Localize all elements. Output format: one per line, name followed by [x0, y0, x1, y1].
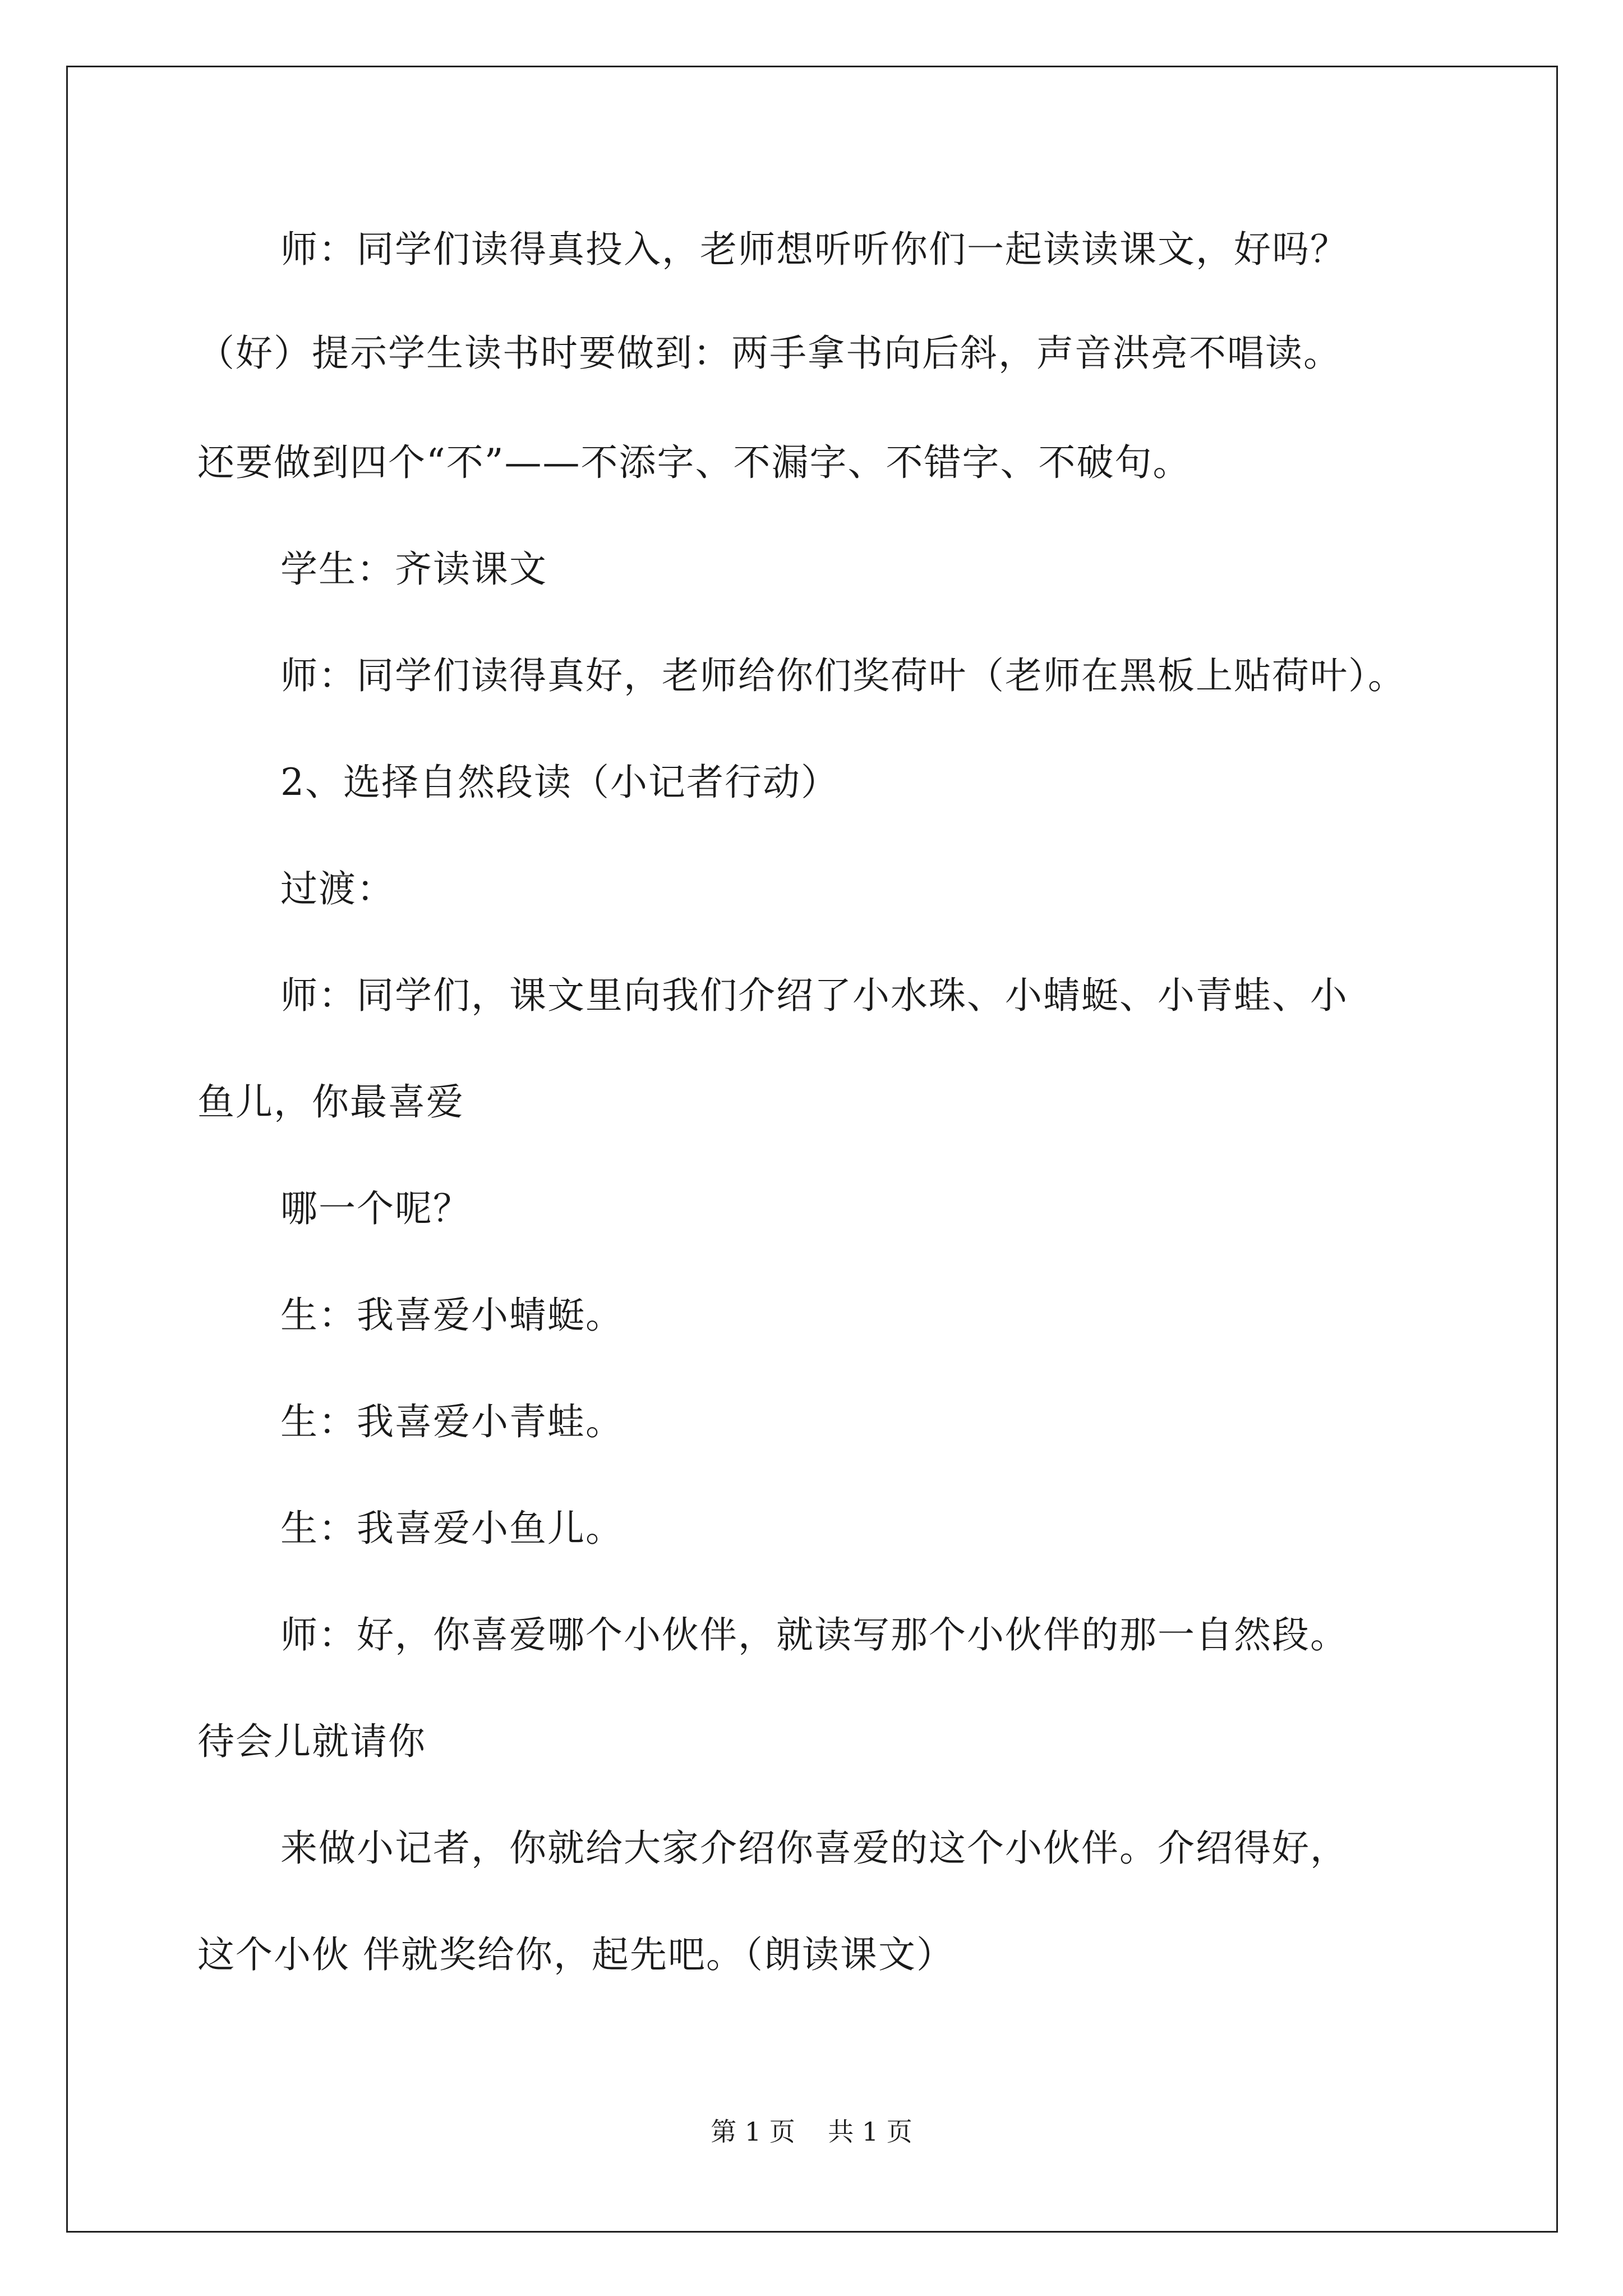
- page-border: [66, 66, 1558, 2233]
- paragraph-line: 师：同学们读得真投入，老师想听听你们一起读读课文，好吗？: [280, 228, 1348, 271]
- paragraph-line: 师：同学们读得真好，老师给你们奖荷叶（老师在黑板上贴荷叶）。: [280, 654, 1406, 697]
- paragraph-line: 生：我喜爱小蜻蜓。: [280, 1294, 624, 1337]
- paragraph-line: 师：好，你喜爱哪个小伙伴，就读写那个小伙伴的那一自然段。: [280, 1613, 1348, 1657]
- paragraph-line: 过渡：: [280, 867, 395, 910]
- page-footer: 第 1 页 共 1 页: [711, 2116, 912, 2147]
- paragraph-line: 鱼儿，你最喜爱: [197, 1080, 464, 1124]
- paragraph-line: 待会儿就请你: [197, 1720, 426, 1763]
- paragraph-line: 师：同学们，课文里向我们介绍了小水珠、小蜻蜓、小青蛙、小: [280, 974, 1348, 1017]
- paragraph-line: 生：我喜爱小鱼儿。: [280, 1507, 624, 1550]
- paragraph-line: 这个小伙 伴就奖给你，起先吧。（朗读课文）: [197, 1933, 955, 1976]
- paragraph-line: 还要做到四个“不”——不添字、不漏字、不错字、不破句。: [197, 441, 1191, 484]
- paragraph-line: 生：我喜爱小青蛙。: [280, 1400, 624, 1443]
- paragraph-line: 学生：齐读课文: [280, 547, 547, 591]
- paragraph-line: 来做小记者，你就给大家介绍你喜爱的这个小伙伴。介绍得好，: [280, 1826, 1348, 1870]
- paragraph-line: （好）提示学生读书时要做到：两手拿书向后斜，声音洪亮不唱读。: [197, 332, 1341, 375]
- paragraph-line: 2、选择自然段读（小记者行动）: [280, 761, 839, 804]
- paragraph-line: 哪一个呢？: [280, 1187, 471, 1230]
